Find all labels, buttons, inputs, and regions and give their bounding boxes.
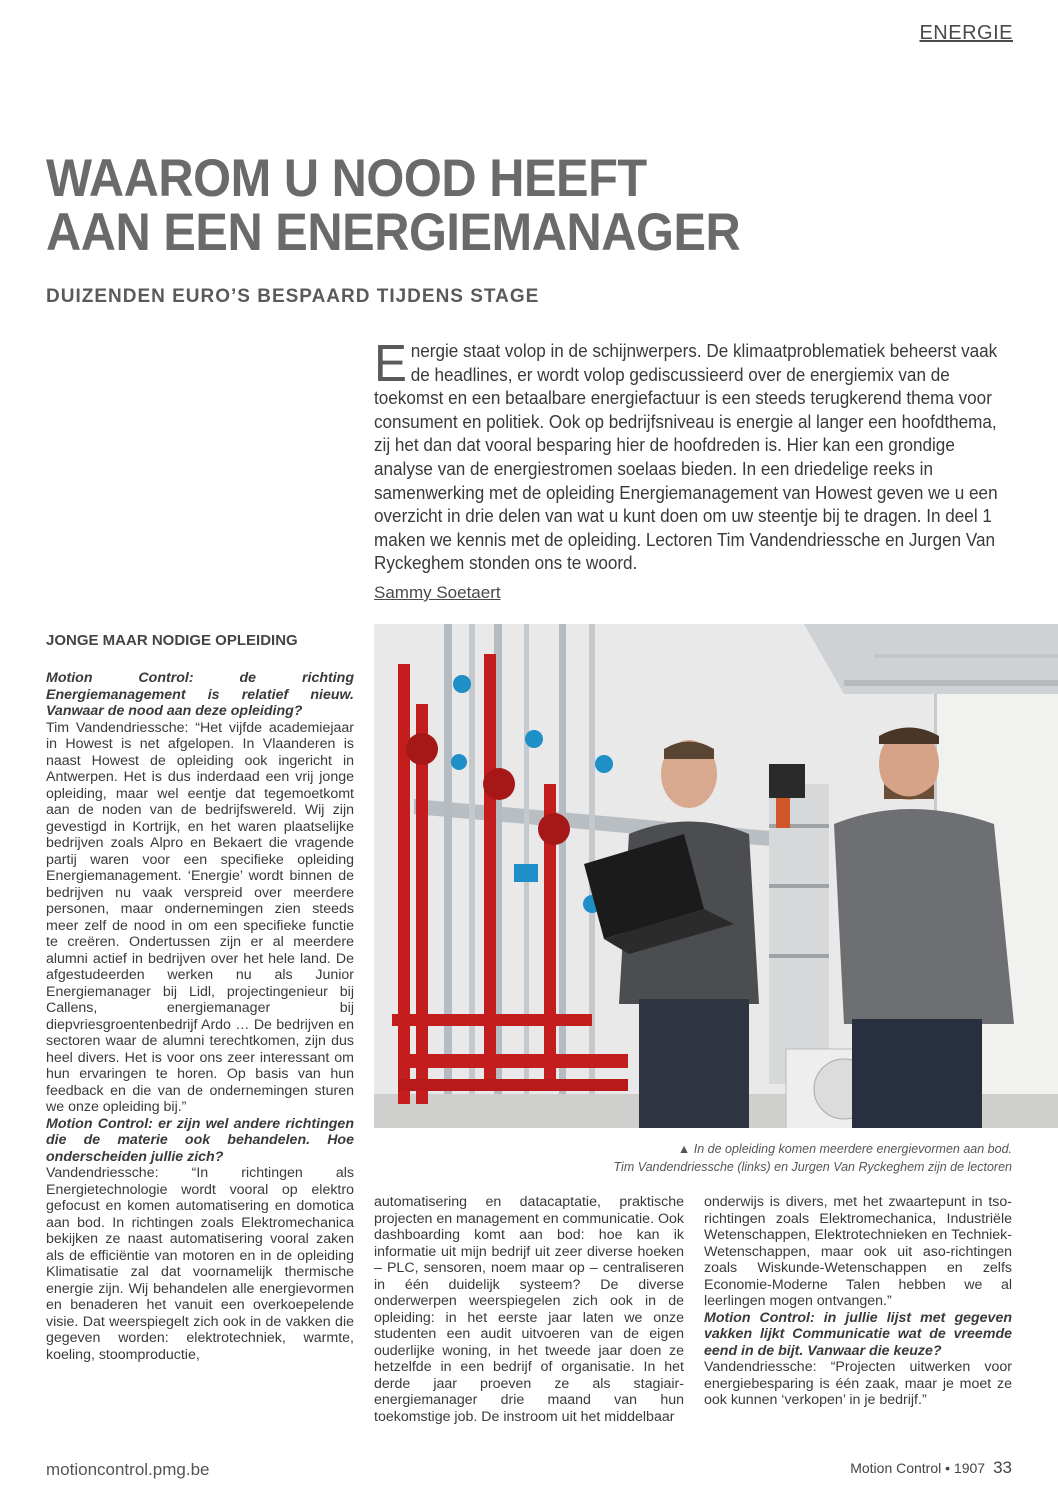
question-1: Motion Control: de richting Energiemanagement is relatief nieuw. Vanwaar de nood aan deze opleiding?: [46, 670, 354, 719]
answer-1: Tim Vandendriessche: “Het vijfde academiejaar in Howest is net afgelopen. In Vlaanderen is naast Howest de opleiding ook ingericht in Antwerpen. Het is dus inderdaad een vrij jonge opleiding, maar wel eentje dat tegemoetkomt aan de noden van de bedrijfswereld. Wij zijn gevestigd in Kortrijk, en het waren plaatselijke bedrijven zoals Alpro en Bekaert die vragende partij waren voor een specifieke opleiding Energiemanagement. ‘Energie’ wordt binnen de bedrijven nu vaak verspreid over meerdere personen, maar ondernemingen zien steeds meer zelf de nood in om een specifieke functie te creëren. Ondertussen zijn er al meerdere alumni actief in bedrijven over het hele land. De afgestudeerden werken nu als Junior Energiemanager bij Lidl, projectingenieur bij Callens, energiemanager bij diepvriesgroentenbedrijf Ardo … De bedrijven en sectoren waar de alumni terechtkomen, zijn dus heel divers. Het is voor ons zeer interessant om hun ervaringen te horen. Op basis van hun feedback en die van de ondernemingen sturen we onze opleiding bij.”: [46, 719, 354, 1115]
footer-issue: [850, 1458, 1012, 1478]
answer-2: Vandendriessche: “In richtingen als Energietechnologie wordt vooral op elektro gefocust en komen automatisering en domotica aan bod. In richtingen zoals Elektromechanica bekijken ze naast automatisering vooral zaken als de efficiëntie van motoren en in de opleiding Klimatisatie zal dat voornamelijk thermische energie zijn. Wij behandelen alle energievormen en benaderen het vanuit een overkoepelende visie. Dat weerspiegelt zich ook in de vakken die gegeven worden: elektrotechniek, warmte, koeling, stoomproductie,: [46, 1165, 354, 1363]
author-link[interactable]: Sammy Soetaert: [374, 583, 501, 602]
column-heading: JONGE MAAR NODIGE OPLEIDING: [46, 632, 298, 649]
caption-line-1: In de opleiding komen meerdere energievormen aan bod.: [693, 1142, 1012, 1156]
caret-up-icon: ▲: [677, 1142, 691, 1156]
answer-3: Vandendriessche: “Projecten uitwerken voor energiebesparing is één zaak, maar je moet ze ook kunnen ‘verkopen’ in je bedrijf.”: [704, 1359, 1012, 1408]
page-number: 33: [993, 1458, 1012, 1477]
column-2: [374, 1194, 684, 1425]
article-subtitle: DUIZENDEN EURO’S BESPAARD TIJDENS STAGE: [46, 286, 540, 307]
column-1: [46, 670, 354, 1363]
section-tag[interactable]: ENERGIE: [919, 22, 1013, 44]
article-photo: [374, 624, 1058, 1128]
column-2-text: automatisering en datacaptatie, praktische projecten en management en communicatie. Ook dashboarding komt aan bod: hoe kan ik informatie uit mijn bedrijf uit zeer diverse hoeken – PLC, sensoren, noem maar op – centraliseren in één duidelijk systeem? De diverse onderwerpen weerspiegelen zich ook in de opleiding: in het eerste jaar laten we onze studenten een audit uitvoeren van de eigen ouderlijke woning, in het tweede jaar doen ze hetzelfde in een bedrijf of organisatie. In het derde jaar proeven ze als stagiair-energiemanager drie maand van hun toekomstige job. De instroom uit het middelbaar: [374, 1194, 684, 1425]
question-2: Motion Control: er zijn wel andere richtingen die de materie ook behandelen. Hoe onderscheiden jullie zich?: [46, 1115, 354, 1165]
issue-label: Motion Control • 1907: [850, 1460, 986, 1476]
column-3: [704, 1194, 1012, 1409]
footer-url[interactable]: motioncontrol.pmg.be: [46, 1460, 210, 1479]
article-title: WAAROM U NOOD HEEFT AAN EEN ENERGIEMANAGER: [46, 149, 741, 262]
caption-line-2: Tim Vandendriessche (links) en Jurgen Van Ryckeghem zijn de lectoren: [613, 1160, 1012, 1174]
column-3-answer: onderwijs is divers, met het zwaartepunt in tso-richtingen zoals Elektromechanica, Industriële Wetenschappen, Elektrotechnieken en Techniek-Wetenschappen, maar ook uit aso-richtingen zoals Wiskunde-Wetenschappen en zelfs Economie-Moderne Talen hebben we al leerlingen mogen ontvangen.”: [704, 1194, 1012, 1309]
intro-paragraph: [374, 335, 1011, 576]
drop-cap: E: [374, 335, 407, 393]
intro-text: nergie staat volop in de schijnwerpers. De klimaatproblematiek beheerst vaak de headlines, er wordt volop gediscussieerd over de energiemix van de toekomst en een betaalbare energiefactuur is een steeds terugkerend thema voor consument en politiek. Ook op bedrijfsniveau is energie al langer een hoofdthema, zij het dan dat vooral besparing hier de hoofdreden is. Hier kan een grondige analyse van de energiestromen soelaas bieden. In een driedelige reeks in samenwerking met de opleiding Energiemanagement van Howest geven we u een overzicht in drie delen van wat u kunt doen om uw steentje bij te dragen. In deel 1 maken we kennis met de opleiding. Lectoren Tim Vandendriessche en Jurgen Van Ryckeghem stonden ons te woord.: [374, 341, 998, 574]
question-3: Motion Control: in jullie lijst met gegeven vakken lijkt Communicatie wat de vreemde eend in de bijt. Vanwaar die keuze?: [704, 1309, 1012, 1359]
photo-caption: [492, 1140, 1012, 1176]
